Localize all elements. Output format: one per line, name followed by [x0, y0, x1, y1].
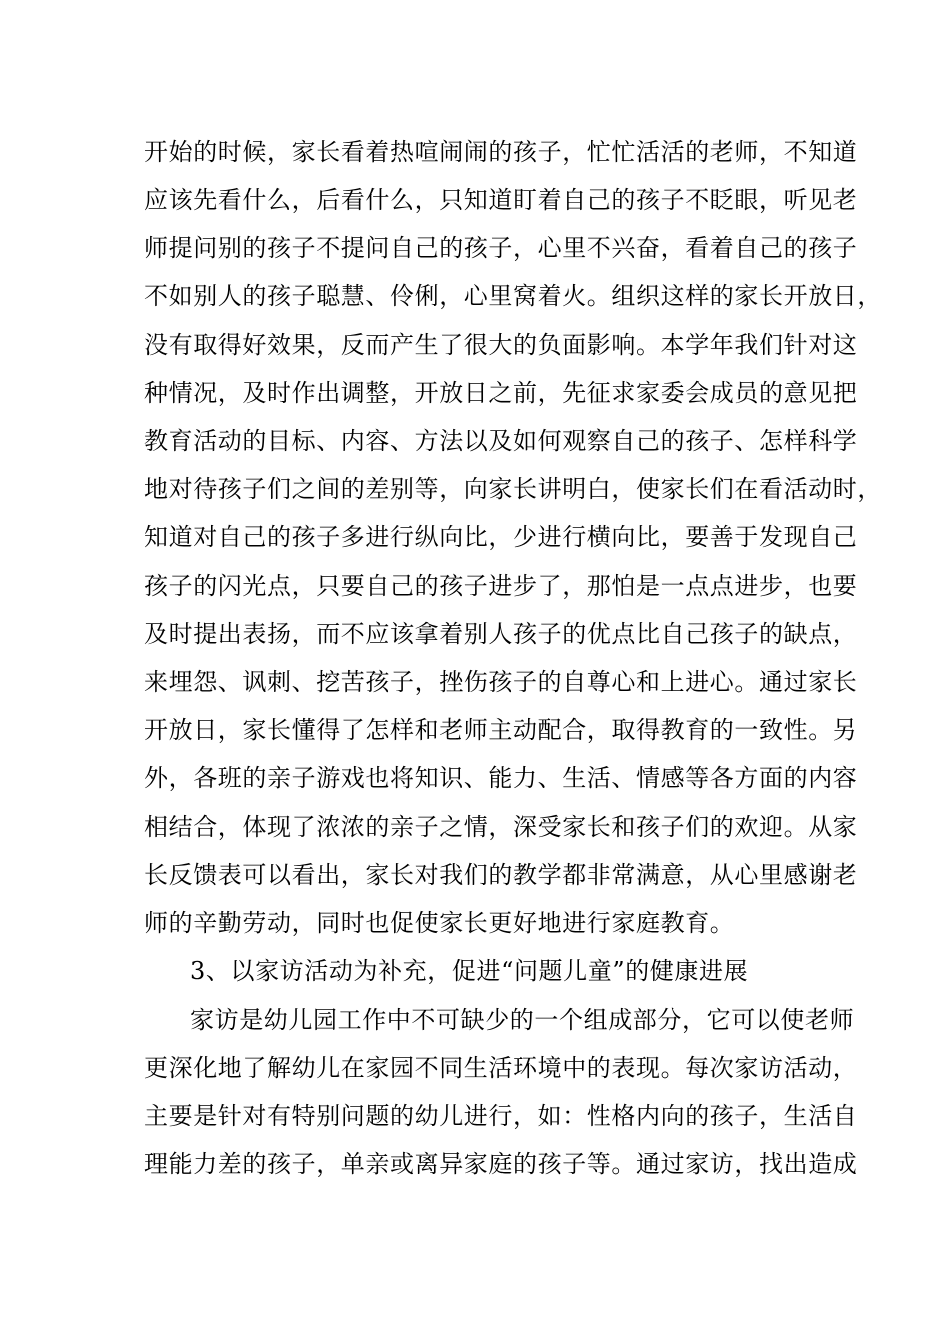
text-line: 知道对自己的孩子多进行纵向比，少进行横向比，要善于发现自己	[144, 523, 858, 551]
text-line: 师提问别的孩子不提问自己的孩子，心里不兴奋，看着自己的孩子	[144, 234, 858, 262]
text-line: 没有取得好效果，反而产生了很大的负面影响。本学年我们针对这	[144, 331, 858, 359]
text-line: 主要是针对有特别问题的幼儿进行，如：性格内向的孩子，生活自	[144, 1102, 858, 1130]
text-line: 相结合，体现了浓浓的亲子之情，深受家长和孩子们的欢迎。从家	[144, 813, 858, 841]
section-heading: 3、以家访活动为补充，促进“问题儿童”的健康进展	[190, 957, 749, 985]
text-line: 应该先看什么，后看什么，只知道盯着自己的孩子不眨眼，听见老	[144, 186, 858, 214]
text-line: 开始的时候，家长看着热喧闹闹的孩子，忙忙活活的老师，不知道	[144, 138, 858, 166]
text-line: 来埋怨、讽刺、挖苦孩子，挫伤孩子的自尊心和上进心。通过家长	[144, 668, 858, 696]
text-line: 地对待孩子们之间的差别等，向家长讲明白，使家长们在看活动时，	[144, 475, 882, 503]
text-line: 开放日，家长懂得了怎样和老师主动配合，取得教育的一致性。另	[144, 716, 858, 744]
text-line: 理能力差的孩子，单亲或离异家庭的孩子等。通过家访，找出造成	[144, 1150, 858, 1178]
text-line: 种情况，及时作出调整，开放日之前，先征求家委会成员的意见把	[144, 379, 858, 407]
text-line: 及时提出表扬，而不应该拿着别人孩子的优点比自己孩子的缺点，	[144, 620, 858, 648]
text-line: 家访是幼儿园工作中不可缺少的一个组成部分，它可以使老师	[190, 1006, 855, 1034]
text-line: 更深化地了解幼儿在家园不同生活环境中的表现。每次家访活动，	[144, 1054, 858, 1082]
text-line: 长反馈表可以看出，家长对我们的教学都非常满意，从心里感谢老	[144, 861, 858, 889]
text-line: 教育活动的目标、内容、方法以及如何观察自己的孩子、怎样科学	[144, 427, 858, 455]
text-line: 师的辛勤劳动，同时也促使家长更好地进行家庭教育。	[144, 909, 735, 937]
text-line: 孩子的闪光点，只要自己的孩子进步了，那怕是一点点进步，也要	[144, 572, 858, 600]
text-line: 外，各班的亲子游戏也将知识、能力、生活、情感等各方面的内容	[144, 764, 858, 792]
text-line: 不如别人的孩子聪慧、伶俐，心里窝着火。组织这样的家长开放日，	[144, 282, 882, 310]
